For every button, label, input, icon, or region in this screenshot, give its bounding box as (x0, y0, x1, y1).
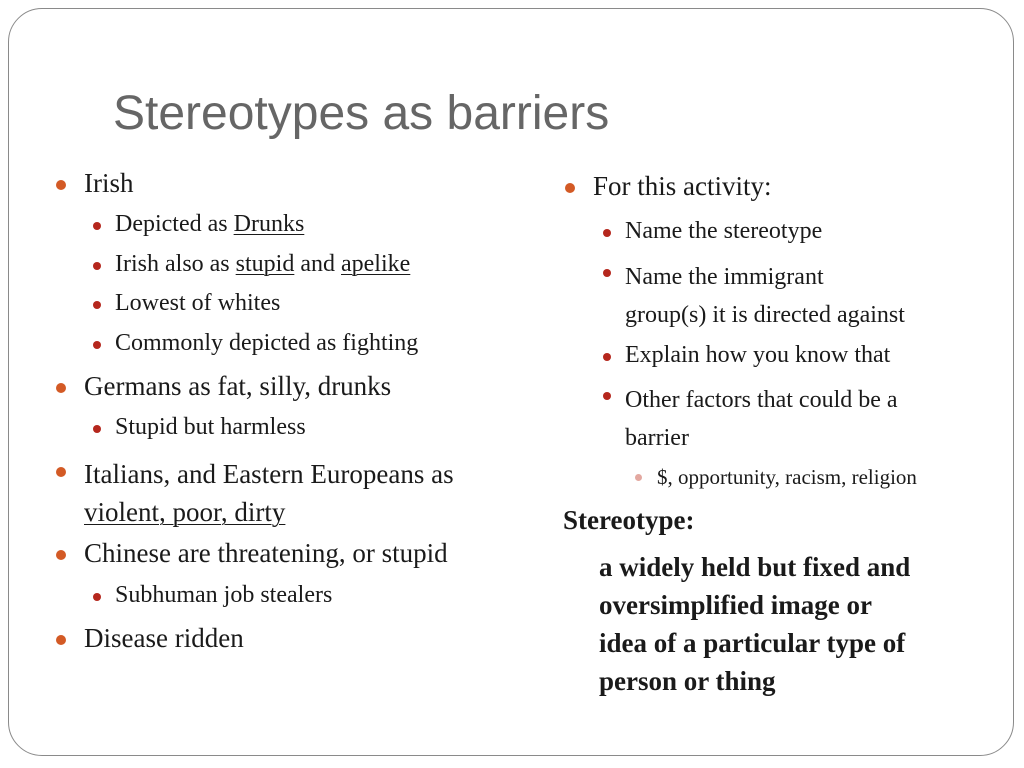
underlined-term: Drunks (233, 211, 305, 237)
bullet-fighting (115, 330, 418, 357)
bullet-dot-icon (93, 222, 101, 230)
bullet-dot-icon (56, 383, 66, 393)
definition-line: person or thing (599, 666, 776, 696)
bullet-text: Italians, and Eastern Europeans as (84, 459, 454, 489)
bullet-dot-icon (565, 183, 575, 193)
bullet-dot-icon (93, 425, 101, 433)
bullet-name-group (625, 258, 905, 334)
bullet-irish (84, 168, 134, 199)
bullet-text: Name the stereotype (625, 218, 823, 244)
bullet-dot-icon (603, 229, 611, 237)
bullet-text: Lowest of whites (115, 290, 281, 316)
bullet-text: Irish (84, 168, 134, 198)
bullet-text: group(s) it is directed against (625, 302, 905, 328)
bullet-text: $, opportunity, racism, religion (657, 465, 917, 489)
bullet-activity (593, 171, 772, 202)
bullet-irish-stupid-apelike (115, 251, 410, 278)
bullet-germans (84, 371, 391, 402)
bullet-lowest-whites (115, 290, 280, 317)
bullet-other-factors (625, 381, 898, 457)
slide-title: Stereotypes as barriers (113, 87, 610, 140)
definition-line: idea of a particular type of (599, 628, 906, 658)
bullet-text: Subhuman job stealers (115, 582, 333, 608)
definition-text (599, 548, 910, 700)
bullet-text: Commonly depicted as fighting (115, 330, 419, 356)
bullet-subhuman (115, 582, 332, 609)
bullet-text: Stupid but harmless (115, 414, 306, 440)
bullet-factors-list (657, 465, 917, 490)
bullet-text: Name the immigrant (625, 264, 824, 290)
bullet-text: barrier (625, 425, 689, 451)
underlined-term: violent, poor, dirty (84, 497, 286, 527)
definition-line: oversimplified image or (599, 590, 872, 620)
bullet-dot-icon (56, 467, 66, 477)
bullet-dot-icon (93, 341, 101, 349)
bullet-text: Explain how you know that (625, 342, 891, 368)
bullet-dot-icon (93, 593, 101, 601)
bullet-dot-icon (56, 550, 66, 560)
bullet-dot-icon (93, 301, 101, 309)
bullet-text: Disease ridden (84, 623, 244, 653)
bullet-disease (84, 623, 244, 654)
bullet-dot-icon (603, 392, 611, 400)
underlined-term: apelike (341, 251, 411, 277)
bullet-chinese (84, 538, 448, 569)
bullet-text: Chinese are threatening, or stupid (84, 538, 448, 568)
bullet-text: Irish also as (115, 251, 236, 277)
definition-line: a widely held but fixed and (599, 552, 911, 582)
bullet-depicted-drunks (115, 211, 304, 238)
bullet-text: Other factors that could be a (625, 387, 898, 413)
bullet-explain (625, 342, 890, 369)
bullet-text: Germans as fat, silly, drunks (84, 371, 392, 401)
bullet-dot-icon (56, 635, 66, 645)
bullet-italians (84, 455, 454, 531)
bullet-dot-icon (56, 180, 66, 190)
bullet-dot-icon (603, 269, 611, 277)
definition-heading: Stereotype: (563, 505, 695, 535)
bullet-text: Depicted as (115, 211, 234, 237)
underlined-term: stupid (235, 251, 295, 277)
bullet-stupid-harmless (115, 414, 306, 441)
bullet-text: For this activity: (593, 171, 772, 201)
bullet-dot-icon (635, 474, 642, 481)
bullet-name-stereotype (625, 218, 822, 245)
bullet-dot-icon (93, 262, 101, 270)
bullet-dot-icon (603, 353, 611, 361)
bullet-text: and (294, 251, 341, 277)
